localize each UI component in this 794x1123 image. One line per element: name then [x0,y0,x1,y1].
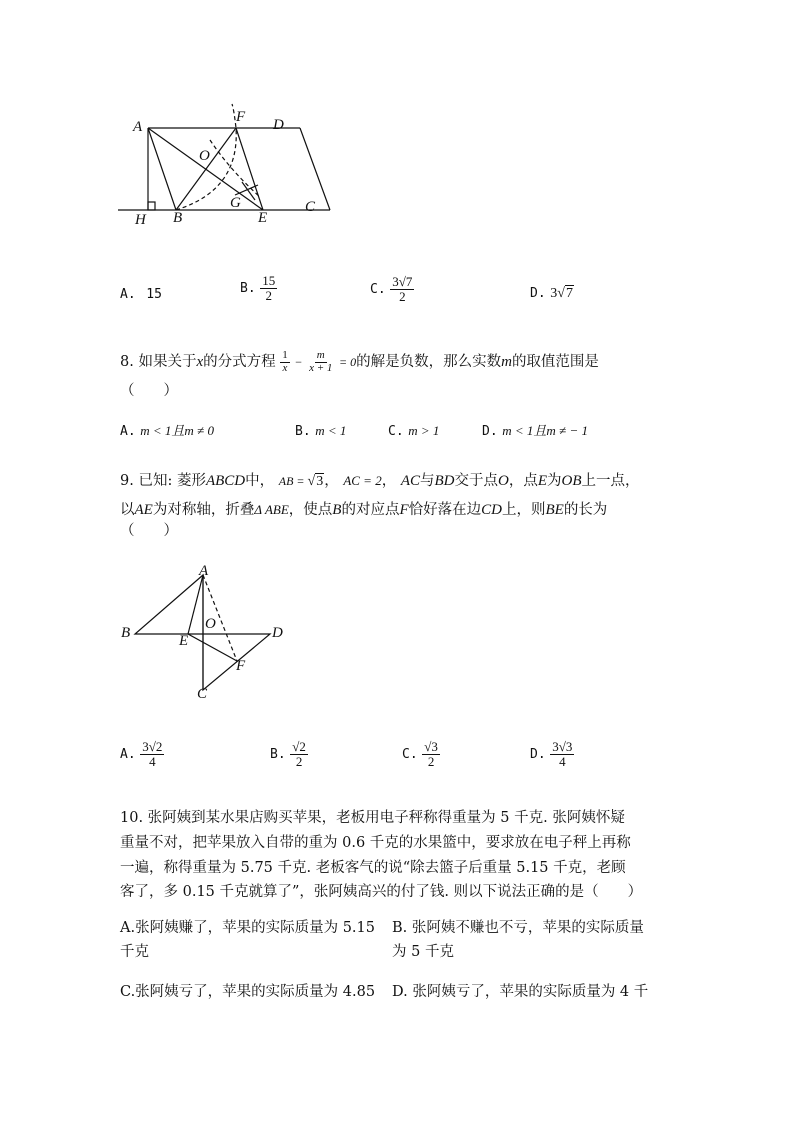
q10-option-a-line1[interactable]: A.张阿姨赚了，苹果的实际质量为 5.15 [120,920,375,936]
q8-option-c[interactable]: C. m > 1 [388,423,440,439]
q9-option-c[interactable]: C. $\frac{√3}{2}$ [402,739,438,769]
fraction: $\frac{√3}{2}$ [424,739,438,769]
q10-line-4: 客了，多 0.15 千克就算了”，张阿姨高兴的付了钱. 则以下说法正确的是（ ） [120,884,643,900]
q10-option-d-line1[interactable]: D. 张阿姨亏了，苹果的实际质量为 4 千 [392,984,649,1000]
q7-option-d[interactable]: D. 3√7 [530,286,573,301]
label-G: G [230,195,241,211]
label-O: O [199,148,210,164]
q10-line-3: 一遍，称得重量为 5.75 千克. 老板客气的说“除去篮子后重量 5.15 千克，老顾 [120,860,626,876]
label-D: D [273,117,284,133]
fraction: $\frac{15}{2}$ [262,273,276,303]
fraction: $\frac{m}{x + 1}$ [309,349,333,374]
q10-option-b-line2[interactable]: 为 5 千克 [392,944,454,960]
rhombus-label-F: F [236,658,246,674]
fraction: $\frac{3√7}{2}$ [392,274,413,304]
label-A: A [133,119,143,135]
rhombus-label-O: O [205,616,216,632]
q9-answer-paren: （ ） [120,523,178,539]
rhombus-label-E: E [179,633,189,649]
rhombus-label-A: A [199,563,209,579]
q8-answer-paren: （ ） [120,383,178,399]
q8-option-d[interactable]: D. m < 1且m ≠ − 1 [482,423,588,439]
label-B: B [173,210,183,226]
q7-option-b[interactable]: B. $\frac{15}{2}$ [240,273,276,303]
q8-option-b[interactable]: B. m < 1 [295,423,347,439]
radical: 3√7 [550,286,573,301]
label-C: C [305,199,316,215]
q9-option-b[interactable]: B. $\frac{√2}{2}$ [270,739,306,769]
q9-option-d[interactable]: D. $\frac{3√3}{4}$ [530,739,573,769]
q8-stem: 8. 如果关于x的分式方程 $\frac{1}{x}$ − $\frac{m}{x + 1}$ = 0的解是负数，那么实数m的取值范围是 [120,349,599,374]
q7-option-c[interactable]: C. $\frac{3√7}{2}$ [370,274,413,304]
q9-stem-line2: 以AE为对称轴，折叠Δ ABE，使点B的对应点F恰好落在边CD上，则BE的长为 [120,502,608,518]
fraction: $\frac{3√2}{4}$ [142,739,163,769]
q9-option-a[interactable]: A. $\frac{3√2}{4}$ [120,739,163,769]
label-F: F [236,109,246,125]
label-E: E [258,210,268,226]
q10-line-1: 10. 张阿姨到某水果店购买苹果，老板用电子秤称得重量为 5 千克. 张阿姨怀疑 [120,810,625,826]
fraction: $\frac{√2}{2}$ [292,739,306,769]
q7-option-a[interactable]: A. 15 [120,287,162,302]
rhombus-label-B: B [121,625,131,641]
rhombus-label-C: C [197,686,208,702]
fraction: $\frac{3√3}{4}$ [552,739,573,769]
q9-stem-line1: 9. 已知: 菱形ABCD中， AB = √3， AC = 2， AC与BD交于点O，点E为OB上一点， [120,473,640,489]
q10-line-2: 重量不对，把苹果放入自带的重为 0.6 千克的水果篮中，要求放在电子秤上再称 [120,835,631,851]
q10-option-a-line2[interactable]: 千克 [120,944,149,960]
q10-option-c-line1[interactable]: C.张阿姨亏了，苹果的实际质量为 4.85 [120,984,376,1000]
fraction: $\frac{1}{x}$ [282,349,288,374]
q10-option-b-line1[interactable]: B. 张阿姨不赚也不亏，苹果的实际质量 [392,920,644,936]
rhombus-label-D: D [272,625,283,641]
label-H: H [135,212,146,228]
q8-option-a[interactable]: A. m < 1且m ≠ 0 [120,423,214,439]
